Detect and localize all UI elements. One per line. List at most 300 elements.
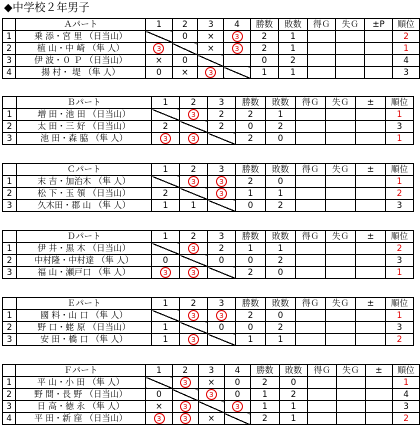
team-number: 3 bbox=[3, 55, 16, 67]
losses-cell: 1 bbox=[266, 188, 296, 200]
pm-cell bbox=[365, 31, 393, 43]
pool-table-b bbox=[2, 96, 414, 145]
col-header-2: 2 bbox=[180, 298, 208, 310]
gf-cell bbox=[296, 267, 326, 279]
team-name: 平 田・新 窪 （日当山） bbox=[16, 413, 146, 425]
losses-cell: 1 bbox=[279, 31, 308, 43]
pm-cell bbox=[365, 389, 392, 401]
col-header-1: 1 bbox=[146, 19, 172, 31]
gf-cell bbox=[296, 109, 326, 121]
pm-cell bbox=[356, 109, 386, 121]
team-row bbox=[3, 401, 420, 413]
result-cell: × bbox=[198, 413, 224, 425]
ga-cell bbox=[336, 401, 365, 413]
losses-cell: 1 bbox=[279, 67, 308, 79]
ga-cell bbox=[336, 377, 365, 389]
result-cell: 0 bbox=[224, 377, 250, 389]
ga-cell bbox=[326, 188, 356, 200]
wins-cell: 1 bbox=[250, 67, 279, 79]
result-cell: 0 bbox=[208, 255, 236, 267]
gf-cell bbox=[296, 188, 326, 200]
ga-cell bbox=[326, 109, 356, 121]
team-row bbox=[3, 334, 414, 346]
pm-cell bbox=[356, 200, 386, 212]
team-number: 1 bbox=[3, 176, 17, 188]
diagonal-cell bbox=[172, 389, 198, 401]
losses-cell: 2 bbox=[266, 255, 296, 267]
pm-cell bbox=[365, 67, 393, 79]
losses-cell: 0 bbox=[266, 133, 296, 145]
result-cell: 0 bbox=[208, 322, 236, 334]
col-header-rank: 順位 bbox=[386, 97, 414, 109]
result-cell: 1 bbox=[152, 322, 180, 334]
gf-cell bbox=[296, 133, 326, 145]
pool-header-row bbox=[3, 231, 414, 243]
pool-header-row bbox=[3, 164, 414, 176]
wins-cell: 1 bbox=[251, 401, 280, 413]
wins-cell: 2 bbox=[251, 413, 280, 425]
diagonal-cell bbox=[180, 121, 208, 133]
col-header-1: 1 bbox=[152, 231, 180, 243]
gf-cell bbox=[308, 389, 337, 401]
diagonal-cell bbox=[172, 43, 198, 55]
page-title: ◆中学校２年男子 bbox=[4, 1, 90, 14]
result-cell bbox=[224, 43, 250, 55]
col-header-gf: 得Ｇ bbox=[296, 164, 326, 176]
rank-cell: 3 bbox=[386, 255, 414, 267]
team-name: 松 下・玉 領 （日当山） bbox=[17, 188, 152, 200]
diagonal-cell bbox=[208, 334, 236, 346]
gf-cell bbox=[308, 401, 337, 413]
wins-cell: 0 bbox=[250, 55, 279, 67]
col-header-wins: 勝数 bbox=[236, 298, 266, 310]
pm-cell bbox=[356, 176, 386, 188]
win-circle: 3 bbox=[188, 310, 199, 321]
win-circle: 3 bbox=[154, 413, 165, 424]
col-header-rank: 順位 bbox=[386, 164, 414, 176]
result-cell: 2 bbox=[208, 243, 236, 255]
gf-cell bbox=[307, 43, 336, 55]
diagonal-cell bbox=[198, 55, 224, 67]
result-cell bbox=[172, 413, 198, 425]
col-header-ga: 失Ｇ bbox=[326, 97, 356, 109]
rank-cell: 2 bbox=[386, 188, 414, 200]
col-header-3: 3 bbox=[208, 298, 236, 310]
team-number: 1 bbox=[3, 377, 16, 389]
rank-cell: 2 bbox=[393, 31, 420, 43]
team-row bbox=[3, 43, 420, 55]
team-number: 1 bbox=[3, 31, 16, 43]
col-header-losses: 敗数 bbox=[266, 298, 296, 310]
rank-cell: 2 bbox=[386, 243, 414, 255]
result-cell bbox=[180, 310, 208, 322]
ga-cell bbox=[336, 43, 365, 55]
win-circle: 3 bbox=[216, 188, 227, 199]
col-header-wins: 勝数 bbox=[236, 97, 266, 109]
result-cell: × bbox=[146, 401, 172, 413]
pm-cell bbox=[356, 334, 386, 346]
team-name: 安 田・橋 口 （隼 人） bbox=[17, 334, 152, 346]
wins-cell: 0 bbox=[236, 322, 266, 334]
col-header-ga: 失Ｇ bbox=[326, 298, 356, 310]
win-circle: 3 bbox=[205, 67, 216, 78]
win-circle: 3 bbox=[180, 377, 191, 388]
col-header-pm: ± bbox=[356, 164, 386, 176]
col-header-losses: 敗数 bbox=[266, 231, 296, 243]
ga-cell bbox=[336, 67, 365, 79]
rank-cell: 1 bbox=[386, 310, 414, 322]
win-circle: 3 bbox=[216, 176, 227, 187]
team-name: 乗 添・宮 里 （日当山） bbox=[16, 31, 146, 43]
team-row bbox=[3, 413, 420, 425]
col-header-rank: 順位 bbox=[386, 231, 414, 243]
team-row bbox=[3, 121, 414, 133]
losses-cell: 0 bbox=[279, 377, 308, 389]
team-name: 日 高・徳 永 （隼 人） bbox=[16, 401, 146, 413]
pool-name: Ｃパート bbox=[17, 164, 152, 176]
pool-table-e bbox=[2, 297, 414, 346]
col-header-pm: ± bbox=[365, 365, 392, 377]
ga-cell bbox=[326, 176, 356, 188]
pm-cell bbox=[356, 133, 386, 145]
col-header-1: 1 bbox=[152, 298, 180, 310]
result-cell: 2 bbox=[152, 188, 180, 200]
rank-cell: 2 bbox=[386, 334, 414, 346]
team-number: 1 bbox=[3, 310, 17, 322]
col-header-wins: 勝数 bbox=[236, 164, 266, 176]
win-circle: 3 bbox=[216, 310, 227, 321]
pm-cell bbox=[356, 322, 386, 334]
pool-name: Ｄパート bbox=[17, 231, 152, 243]
result-cell: 0 bbox=[172, 55, 198, 67]
team-row bbox=[3, 200, 414, 212]
team-name: 野 口・蛯 原 （日当山） bbox=[17, 322, 152, 334]
team-name: 太 田・三 好 （日当山） bbox=[17, 121, 152, 133]
team-number: 3 bbox=[3, 133, 17, 145]
col-header-2: 2 bbox=[172, 365, 198, 377]
team-row bbox=[3, 267, 414, 279]
result-cell bbox=[152, 267, 180, 279]
ga-cell bbox=[326, 267, 356, 279]
team-number: 2 bbox=[3, 322, 17, 334]
col-header-rank: 順位 bbox=[393, 19, 420, 31]
team-number: 1 bbox=[3, 243, 17, 255]
team-name: 久木田・郡 山 （隼 人） bbox=[17, 200, 152, 212]
pool-header-row bbox=[3, 97, 414, 109]
team-number: 2 bbox=[3, 43, 16, 55]
result-cell: × bbox=[198, 377, 224, 389]
result-cell: 2 bbox=[208, 121, 236, 133]
diagonal-cell bbox=[180, 188, 208, 200]
win-circle: 3 bbox=[232, 31, 243, 42]
gf-cell bbox=[296, 243, 326, 255]
result-cell: 0 bbox=[224, 389, 250, 401]
result-cell bbox=[180, 133, 208, 145]
losses-cell: 1 bbox=[279, 43, 308, 55]
diagonal-cell bbox=[152, 243, 180, 255]
result-cell bbox=[224, 401, 250, 413]
team-row bbox=[3, 188, 414, 200]
pool-table-a bbox=[2, 18, 420, 79]
gf-cell bbox=[296, 176, 326, 188]
col-header-2: 2 bbox=[180, 164, 208, 176]
result-cell: 2 bbox=[152, 121, 180, 133]
team-row bbox=[3, 243, 414, 255]
gf-cell bbox=[296, 322, 326, 334]
col-header-losses: 敗数 bbox=[266, 97, 296, 109]
losses-cell: 2 bbox=[279, 55, 308, 67]
rank-cell: 3 bbox=[386, 322, 414, 334]
col-header-pm: ±P bbox=[365, 19, 393, 31]
diagonal-cell bbox=[180, 255, 208, 267]
diagonal-cell bbox=[152, 176, 180, 188]
pm-cell bbox=[365, 55, 393, 67]
pm-cell bbox=[365, 401, 392, 413]
wins-cell: 2 bbox=[251, 377, 280, 389]
wins-cell: 0 bbox=[236, 121, 266, 133]
col-header-losses: 敗数 bbox=[279, 19, 308, 31]
ga-cell bbox=[326, 121, 356, 133]
pm-cell bbox=[365, 413, 392, 425]
result-cell: × bbox=[172, 67, 198, 79]
gf-cell bbox=[296, 121, 326, 133]
team-name: 伊 波・０ Ｐ （日当山） bbox=[16, 55, 146, 67]
col-header-gf: 得Ｇ bbox=[296, 298, 326, 310]
win-circle: 3 bbox=[232, 401, 243, 412]
team-name: 増 田・池 田 （日当山） bbox=[17, 109, 152, 121]
result-cell: 1 bbox=[152, 200, 180, 212]
pool-name: Ｆパート bbox=[16, 365, 146, 377]
rank-cell: 1 bbox=[393, 43, 420, 55]
col-header-rank: 順位 bbox=[386, 298, 414, 310]
team-row bbox=[3, 310, 414, 322]
team-name: 末 吉・加治木 （隼 人） bbox=[17, 176, 152, 188]
wins-cell: 2 bbox=[236, 133, 266, 145]
ga-cell bbox=[326, 200, 356, 212]
losses-cell: 1 bbox=[266, 109, 296, 121]
rank-cell: 1 bbox=[386, 176, 414, 188]
diagonal-cell bbox=[180, 322, 208, 334]
wins-cell: 2 bbox=[236, 109, 266, 121]
gf-cell bbox=[308, 377, 337, 389]
col-header-ga: 失Ｇ bbox=[326, 164, 356, 176]
team-row bbox=[3, 322, 414, 334]
win-circle: 3 bbox=[206, 389, 217, 400]
losses-cell: 1 bbox=[279, 413, 308, 425]
win-circle: 3 bbox=[188, 109, 199, 120]
pool-table-c bbox=[2, 163, 414, 212]
result-cell: 1 bbox=[152, 334, 180, 346]
diagonal-cell bbox=[146, 377, 172, 389]
team-number: 3 bbox=[3, 401, 16, 413]
win-circle: 3 bbox=[188, 334, 199, 345]
win-circle: 3 bbox=[188, 267, 199, 278]
losses-cell: 2 bbox=[266, 200, 296, 212]
team-name: 野 間・長 野 （日当山） bbox=[16, 389, 146, 401]
wins-cell: 2 bbox=[236, 267, 266, 279]
team-row bbox=[3, 176, 414, 188]
team-number: 1 bbox=[3, 109, 17, 121]
diagonal-cell bbox=[146, 31, 172, 43]
result-cell bbox=[180, 334, 208, 346]
team-row bbox=[3, 109, 414, 121]
diagonal-cell bbox=[224, 67, 250, 79]
diagonal-cell bbox=[208, 267, 236, 279]
col-header-1: 1 bbox=[152, 164, 180, 176]
gf-cell bbox=[307, 31, 336, 43]
team-row bbox=[3, 67, 420, 79]
rank-cell: 3 bbox=[393, 401, 420, 413]
rank-cell: 3 bbox=[386, 200, 414, 212]
result-cell: 0 bbox=[172, 31, 198, 43]
losses-cell: 1 bbox=[266, 334, 296, 346]
result-cell: × bbox=[198, 43, 224, 55]
col-header-3: 3 bbox=[208, 164, 236, 176]
team-row bbox=[3, 389, 420, 401]
rank-cell: 1 bbox=[386, 133, 414, 145]
win-circle: 3 bbox=[188, 243, 199, 254]
ga-cell bbox=[336, 55, 365, 67]
diagonal-cell bbox=[152, 310, 180, 322]
col-header-1: 1 bbox=[146, 365, 172, 377]
gf-cell bbox=[296, 255, 326, 267]
gf-cell bbox=[296, 334, 326, 346]
wins-cell: 1 bbox=[236, 188, 266, 200]
losses-cell: 2 bbox=[266, 121, 296, 133]
rank-cell: 3 bbox=[393, 67, 420, 79]
team-name: 揚 村・ 堤 （隼 人） bbox=[16, 67, 146, 79]
team-name: 平 山・小 田 （隼 人） bbox=[16, 377, 146, 389]
losses-cell: 1 bbox=[279, 401, 308, 413]
pool-name: Ａパート bbox=[16, 19, 146, 31]
team-number: 3 bbox=[3, 200, 17, 212]
result-cell bbox=[208, 176, 236, 188]
team-row bbox=[3, 255, 414, 267]
ga-cell bbox=[336, 389, 365, 401]
pm-cell bbox=[365, 377, 392, 389]
win-circle: 3 bbox=[188, 133, 199, 144]
diagonal-cell bbox=[208, 200, 236, 212]
col-header-2: 2 bbox=[180, 231, 208, 243]
result-cell bbox=[172, 377, 198, 389]
team-row bbox=[3, 31, 420, 43]
col-header-3: 3 bbox=[198, 19, 224, 31]
col-header-ga: 失Ｇ bbox=[336, 19, 365, 31]
result-cell bbox=[198, 389, 224, 401]
col-header-gf: 得Ｇ bbox=[296, 231, 326, 243]
ga-cell bbox=[326, 334, 356, 346]
result-cell: 0 bbox=[146, 389, 172, 401]
result-cell bbox=[208, 310, 236, 322]
rank-cell: 4 bbox=[393, 55, 420, 67]
pool-name: Ｅパート bbox=[17, 298, 152, 310]
team-name: 福 山・瀬戸口 （隼 人） bbox=[17, 267, 152, 279]
rank-cell: 4 bbox=[393, 389, 420, 401]
ga-cell bbox=[336, 31, 365, 43]
col-header-gf: 得Ｇ bbox=[296, 97, 326, 109]
team-number: 2 bbox=[3, 389, 16, 401]
col-header-rank: 順位 bbox=[393, 365, 420, 377]
team-number: 2 bbox=[3, 121, 17, 133]
rank-cell: 1 bbox=[386, 109, 414, 121]
pool-header-row bbox=[3, 365, 420, 377]
col-header-2: 2 bbox=[180, 97, 208, 109]
losses-cell: 0 bbox=[266, 176, 296, 188]
result-cell bbox=[146, 43, 172, 55]
losses-cell: 1 bbox=[266, 243, 296, 255]
pm-cell bbox=[356, 310, 386, 322]
result-cell: 0 bbox=[152, 255, 180, 267]
win-circle: 3 bbox=[153, 43, 164, 54]
wins-cell: 1 bbox=[236, 334, 266, 346]
gf-cell bbox=[308, 413, 337, 425]
pm-cell bbox=[356, 267, 386, 279]
wins-cell: 0 bbox=[236, 200, 266, 212]
team-number: 4 bbox=[3, 67, 16, 79]
result-cell bbox=[180, 176, 208, 188]
team-row bbox=[3, 377, 420, 389]
team-number: 2 bbox=[3, 188, 17, 200]
col-header-gf: 得Ｇ bbox=[308, 365, 337, 377]
win-circle: 3 bbox=[160, 133, 171, 144]
gf-cell bbox=[307, 67, 336, 79]
pm-cell bbox=[356, 121, 386, 133]
win-circle: 3 bbox=[180, 413, 191, 424]
diagonal-cell bbox=[198, 401, 224, 413]
col-header-wins: 勝数 bbox=[251, 365, 280, 377]
win-circle: 3 bbox=[160, 267, 171, 278]
col-header-1: 1 bbox=[152, 97, 180, 109]
ga-cell bbox=[326, 255, 356, 267]
diagonal-cell bbox=[208, 133, 236, 145]
col-header-2: 2 bbox=[172, 19, 198, 31]
team-name: 中村隆・中村達 （隼 人） bbox=[17, 255, 152, 267]
losses-cell: 0 bbox=[266, 267, 296, 279]
result-cell bbox=[198, 67, 224, 79]
col-header-pm: ± bbox=[356, 231, 386, 243]
pm-cell bbox=[356, 188, 386, 200]
team-name: 植 山・中 崎 （隼 人） bbox=[16, 43, 146, 55]
ga-cell bbox=[326, 322, 356, 334]
result-cell bbox=[172, 401, 198, 413]
wins-cell: 2 bbox=[250, 31, 279, 43]
result-cell: × bbox=[198, 31, 224, 43]
pool-name: Ｂパート bbox=[17, 97, 152, 109]
gf-cell bbox=[307, 55, 336, 67]
pm-cell bbox=[356, 255, 386, 267]
diagonal-cell bbox=[224, 413, 250, 425]
team-number: 3 bbox=[3, 267, 17, 279]
pool-table-d bbox=[2, 230, 414, 279]
result-cell: 2 bbox=[208, 109, 236, 121]
win-circle: 3 bbox=[188, 176, 199, 187]
rank-cell: 2 bbox=[393, 413, 420, 425]
losses-cell: 0 bbox=[266, 310, 296, 322]
team-name: 伊 井・黒 木 （日当山） bbox=[17, 243, 152, 255]
ga-cell bbox=[326, 133, 356, 145]
team-row bbox=[3, 55, 420, 67]
col-header-ga: 失Ｇ bbox=[326, 231, 356, 243]
result-cell bbox=[224, 55, 250, 67]
team-number: 4 bbox=[3, 413, 16, 425]
wins-cell: 2 bbox=[236, 176, 266, 188]
col-header-wins: 勝数 bbox=[236, 231, 266, 243]
col-header-pm: ± bbox=[356, 298, 386, 310]
pm-cell bbox=[365, 43, 393, 55]
team-row bbox=[3, 133, 414, 145]
pool-table-f bbox=[2, 364, 420, 425]
team-name: 國 料・山 口 （隼 人） bbox=[17, 310, 152, 322]
